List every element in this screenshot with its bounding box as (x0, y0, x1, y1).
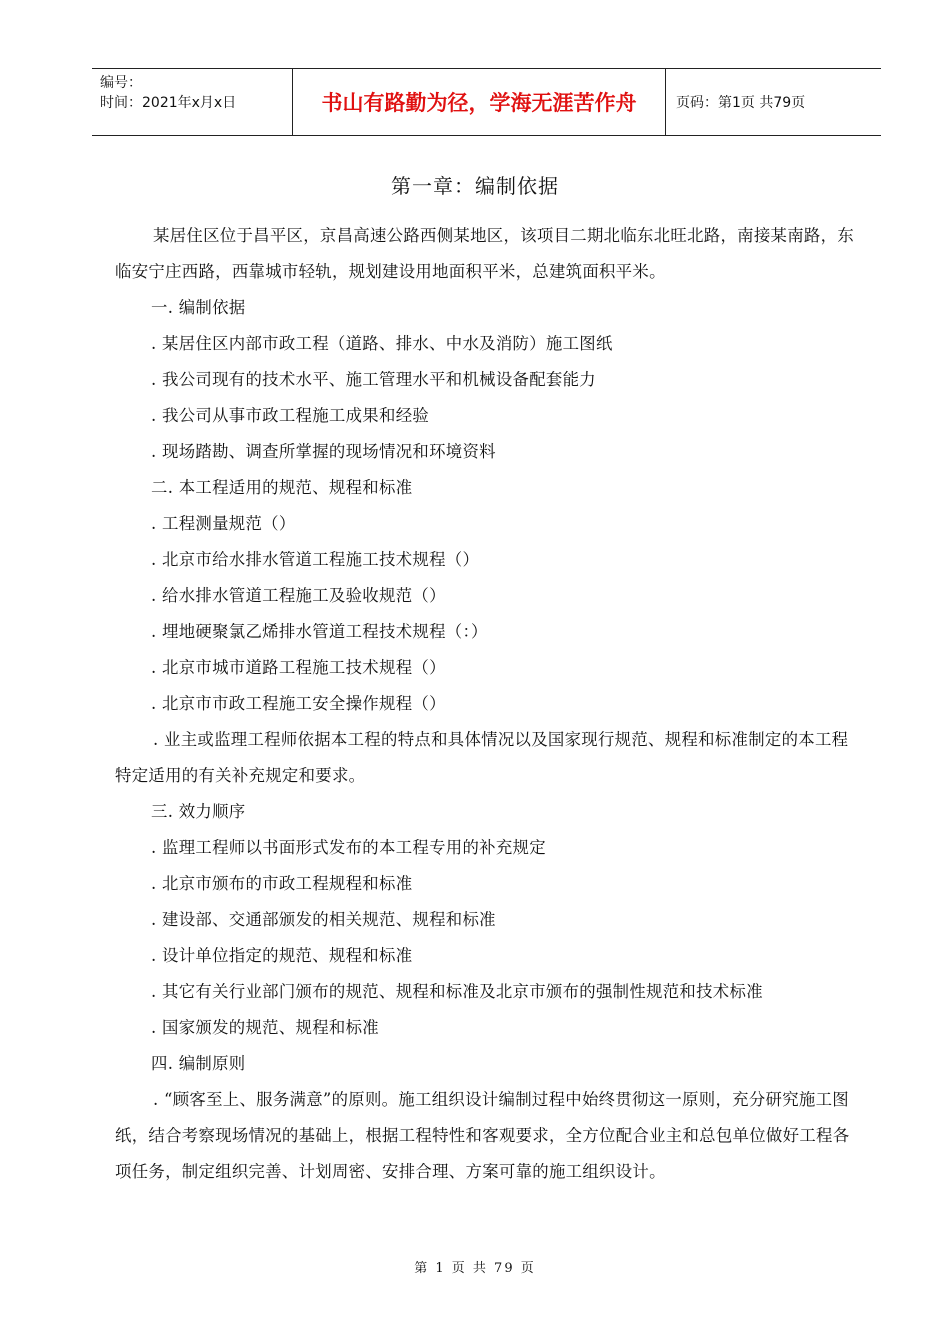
list-item: . 监理工程师以书面形式发布的本工程专用的补充规定 (151, 838, 546, 857)
list-item: . 设计单位指定的规范、规程和标准 (151, 946, 413, 965)
list-item: . 某居住区内部市政工程（道路、排水、中水及消防）施工图纸 (151, 334, 613, 353)
list-item: . 给水排水管道工程施工及验收规范（） (151, 586, 446, 605)
list-item: . 业主或监理工程师依据本工程的特点和具体情况以及国家现行规范、规程和标准制定的本工程特定适用的有关补充规定和要求。 (115, 730, 849, 785)
list-item: . 北京市市政工程施工安全操作规程（） (151, 694, 446, 713)
header-meta (92, 69, 293, 135)
intro-paragraph: 某居住区位于昌平区，京昌高速公路西侧某地区，该项目二期北临东北旺北路，南接某南路，东临安宁庄西路，西靠城市轻轨，规划建设用地面积平米，总建筑面积平米。 (115, 226, 855, 281)
page-footer: 第 1 页 共 79 页 (414, 1261, 536, 1276)
section-heading-2: 二. 本工程适用的规范、规程和标准 (151, 478, 413, 497)
document-body (115, 218, 860, 1190)
section-heading-3: 三. 效力顺序 (151, 802, 246, 821)
header-page-number: 页码：第1页 共79页 (676, 95, 806, 111)
list-item: . 工程测量规范（） (151, 514, 296, 533)
list-item: . 现场踏勘、调查所掌握的现场情况和环境资料 (151, 442, 496, 461)
list-item: . 北京市城市道路工程施工技术规程（） (151, 658, 446, 677)
document-header (92, 68, 881, 136)
section-heading-4: 四. 编制原则 (151, 1054, 246, 1073)
list-item: . “顾客至上、服务满意”的原则。施工组织设计编制过程中始终贯彻这一原则，充分研究施工图纸，结合考察现场情况的基础上，根据工程特性和客观要求，全方位配合业主和总包单位做好工程各项任务，制定组织完善、计划周密、安排合理、方案可靠的施工组织设计。 (115, 1090, 850, 1181)
list-item: . 埋地硬聚氯乙烯排水管道工程技术规程（：） (151, 622, 488, 641)
header-motto: 书山有路勤为径，学海无涯苦作舟 (293, 69, 666, 135)
list-item: . 我公司现有的技术水平、施工管理水平和机械设备配套能力 (151, 370, 596, 389)
list-item: . 国家颁发的规范、规程和标准 (151, 1018, 379, 1037)
list-item: . 北京市颁布的市政工程规程和标准 (151, 874, 413, 893)
list-item: . 其它有关行业部门颁布的规范、规程和标准及北京市颁布的强制性规范和技术标准 (151, 982, 763, 1001)
list-item: . 北京市给水排水管道工程施工技术规程（） (151, 550, 480, 569)
list-item: . 我公司从事市政工程施工成果和经验 (151, 406, 430, 425)
document-number-label: 编号： (100, 75, 142, 91)
section-heading-1: 一. 编制依据 (151, 298, 246, 317)
document-time-label: 时间：2021年x月x日 (100, 95, 237, 111)
list-item: . 建设部、交通部颁发的相关规范、规程和标准 (151, 910, 496, 929)
chapter-title: 第一章：编制依据 (391, 174, 559, 198)
